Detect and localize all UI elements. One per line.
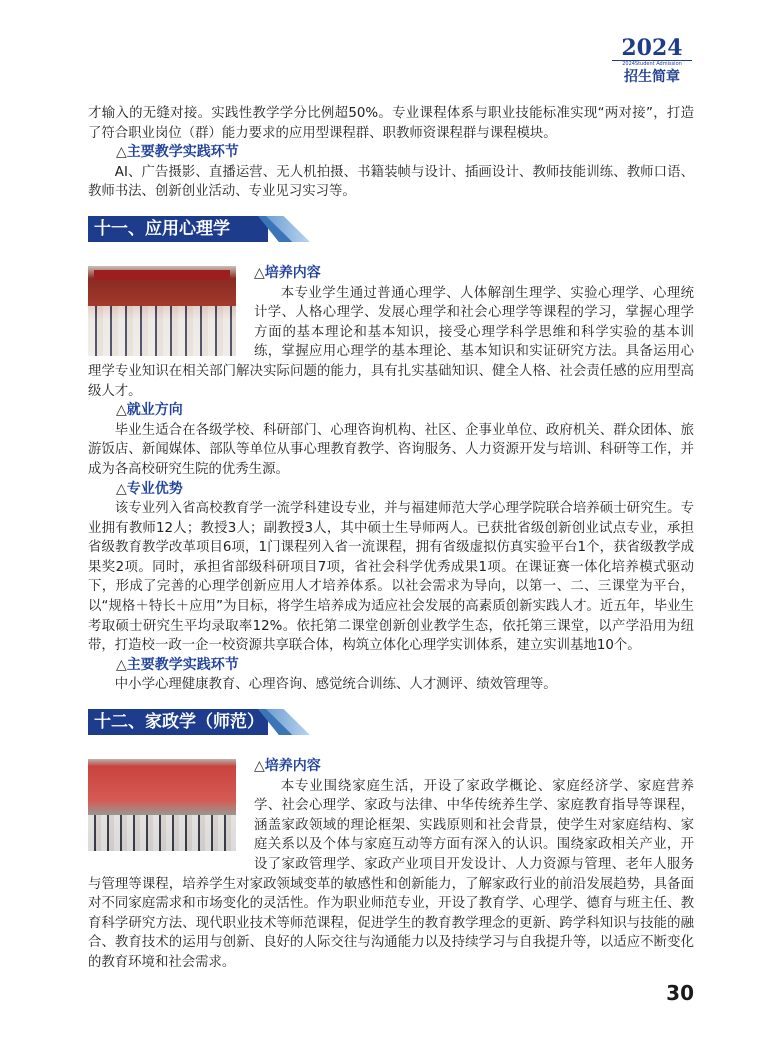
practice-heading: [88, 143, 694, 163]
home-economics-group-photo: [88, 759, 236, 851]
top-paragraph: 才输入的无缝对接。实践性教学学分比例超50%。专业课程体系与职业技能标准实现“两对接”，打造了符合职业岗位（群）能力要求的应用型课程群、职教师资课程群与课程模块。: [88, 106, 694, 141]
heading-text: 培养内容: [264, 264, 321, 281]
advantage-heading: [88, 480, 694, 500]
practice-paragraph-11: 中小学心理健康教育、心理咨询、感觉统合训练、人才测评、绩效管理等。: [114, 677, 557, 693]
triangle-icon: △: [254, 758, 265, 775]
triangle-icon: △: [116, 480, 127, 497]
heading-text: 专业优势: [126, 480, 183, 497]
practice-heading-11: [88, 656, 694, 676]
triangle-icon: △: [116, 144, 127, 161]
page-content: [88, 0, 694, 973]
heading-text: 培养内容: [264, 758, 321, 775]
train-paragraph-12-cont: 展趋势，具备面对不同家庭需求和市场变化的灵活性。作为职业师范专业，开设了教育学、心理学、德育与班主任、教育科学研究方法、现代职业技术等师范课程，促进学生的教育教学理念的更新、跨学科知识与技能的融合、教育技术的运用与创新、良好的人际交往与沟通能力以及持续学习与自我提升等，以适应不断变化的教育环境和社会需求。: [88, 876, 694, 970]
train-paragraph-12-text: 本专业围绕家庭生活，开设了家政学概论、家庭经济学、家庭营养学、社会心理学、家政与法律、中华传统养生学、家庭教育指导等课程，涵盖家政领域的理论框架、实践原则和社会背景，使学生对家庭结构、家庭关系以及个体与家庭互动等方面有深入的认识。围绕家政相关产业，开设了家政管理学、家政产业项目开发设计、人力资源与管理、老年人服务与管理等课程，培养学生对家政领域变革的敏感性和创新能力，了解家政行业的前沿发: [88, 778, 694, 892]
triangle-icon: △: [116, 656, 127, 673]
page-footer: [88, 973, 694, 1045]
section-title: 十二、家政学（师范）: [94, 712, 264, 733]
heading-text: 主要教学实践环节: [126, 144, 239, 161]
triangle-icon: △: [116, 402, 127, 419]
heading-text: 就业方向: [126, 402, 183, 419]
job-paragraph: 毕业生适合在各级学校、科研部门、心理咨询机构、社区、企事业单位、政府机关、群众团体、旅游饭店、新闻媒体、部队等单位从事心理教育教学、咨询服务、人力资源开发与培训、科研等工作，并成为各高校研究生院的优秀生源。: [88, 422, 694, 477]
job-heading: [88, 401, 694, 421]
section-11-title-bar: [88, 216, 312, 242]
section-12-title-bar: [88, 709, 312, 735]
advantage-paragraph: 该专业列入省高校教育学一流学科建设专业，并与福建师范大学心理学院联合培养硕士研究生。专业拥有教师12人；教授3人；副教授3人，其中硕士生导师两人。已获批省级创新创业试点专业，承担省级教育教学改革项目6项，1门课程列入省一流课程，拥有省级虚拟仿真实验平台1个，获省级教学成果奖2项。同时，承担省部级科研项目7项，省社会科学优秀成果1项。在课证赛一体化培养模式驱动下，形成了完善的心理学创新应用人才培养体系。以社会需求为导向，以第一、二、三课堂为平台，以“规格＋特长＋应用”为目标，将学生培养成为适应社会发展的高素质创新实践人才。近五年，毕业生考取硕士研究生平均录取率12%。依托第二课堂创新创业教学生态，依托第三课堂，以产学沿用为纽带，打造校一政一企一校资源共享联合体，构筑立体化心理学实训体系，建立实训基地10个。: [88, 501, 694, 654]
heading-text: 主要教学实践环节: [126, 656, 239, 673]
logo-title-cn: 招生简章: [624, 69, 680, 85]
logo-subtitle-en: 2024Student Admission: [612, 60, 692, 68]
page-number: 30: [666, 980, 694, 1005]
psychology-group-photo: [88, 266, 236, 356]
train-paragraph-text: 本专业学生通过普通心理学、人体解剖生理学、实验心理学、心理统计学、人格心理学、发展心理学和社会心理学等课程的学习，掌握心理学方面的基本理论和基本知识，接受心理学科学思维和科学实验的基本训练，掌握应用心理学的基本理论、基本知识和实证研究方法。具备运用心理学专业知识在相关部门解决实际问题的能力，具有扎实基础知识、健全人格、社会责: [88, 285, 694, 379]
triangle-icon: △: [254, 264, 265, 281]
logo-year: 2024: [621, 35, 683, 61]
section-title: 十一、应用心理学: [94, 218, 230, 239]
practice-paragraph: AI、广告摄影、直播运营、无人机拍摄、书籍装帧与设计、插画设计、教师技能训练、教师口语、教师书法、创新创业活动、专业见习实习等。: [88, 164, 694, 200]
train-paragraph-cont: 任感的应用型高级人才。: [88, 363, 694, 399]
